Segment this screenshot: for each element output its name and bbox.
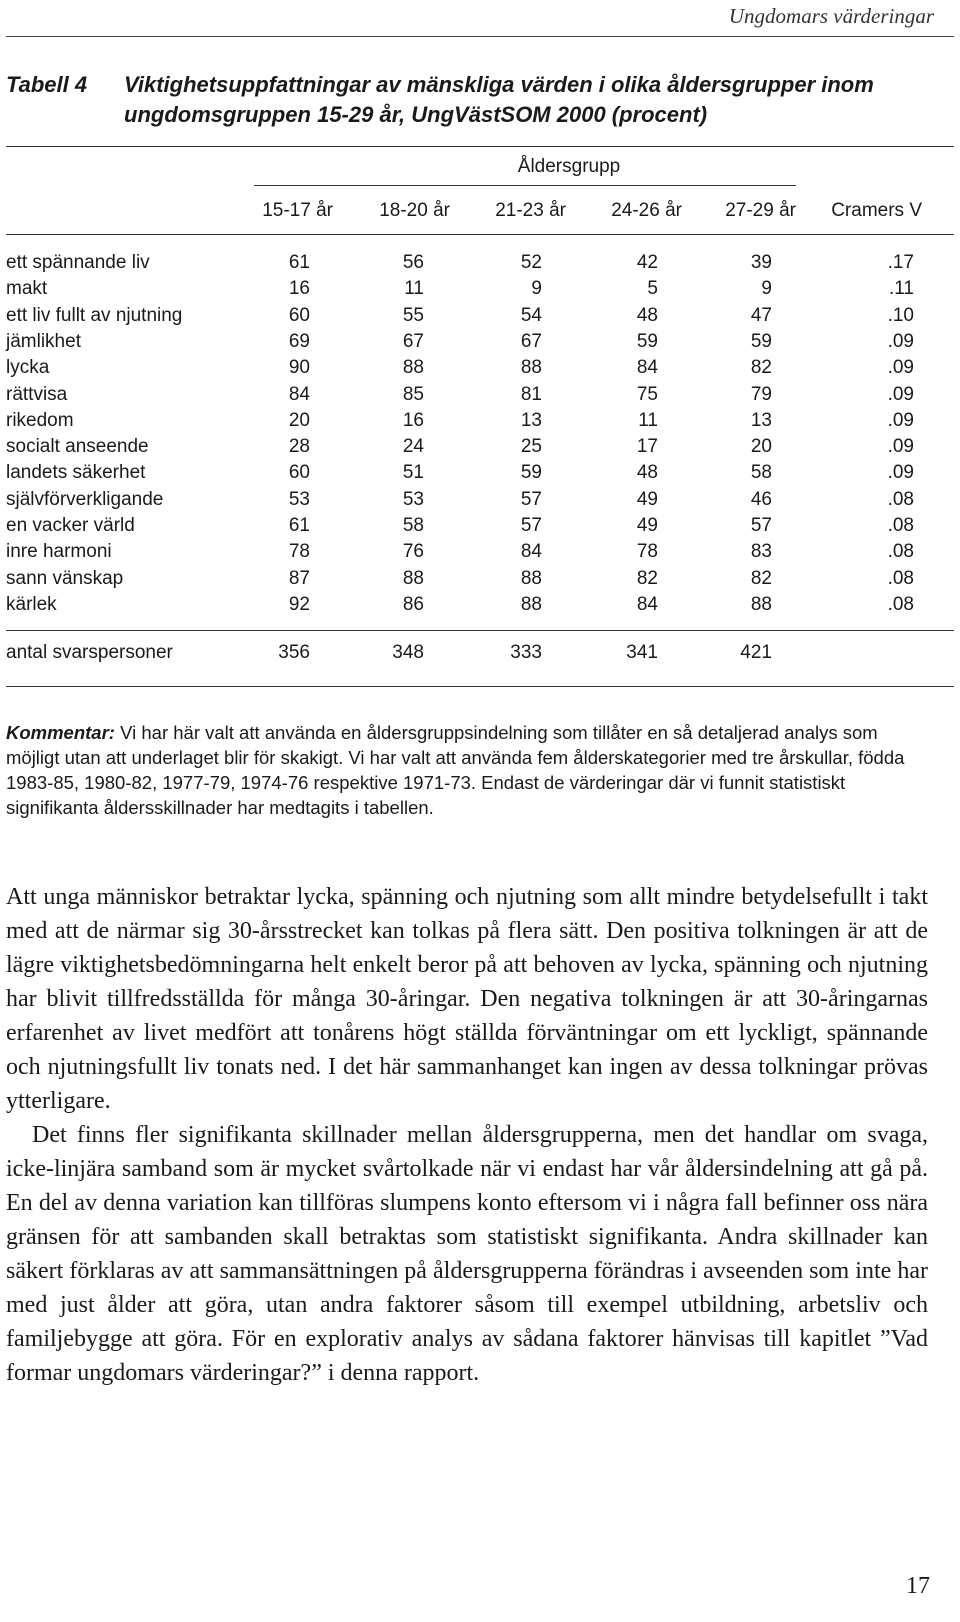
table-cell: 88 <box>520 567 542 589</box>
table-cell: 82 <box>750 357 772 379</box>
column-header: 18-20 år <box>379 200 450 221</box>
table-cell: 67 <box>402 330 424 352</box>
total-row <box>0 642 960 668</box>
table-cell: 348 <box>392 642 424 663</box>
table-cell: .08 <box>887 593 914 615</box>
table-bottom-rule <box>6 686 954 687</box>
table-cell: 85 <box>402 383 424 405</box>
table-row <box>0 384 960 410</box>
table-cell: 13 <box>520 409 542 431</box>
row-label: rikedom <box>6 409 74 431</box>
table-cell: 54 <box>520 304 542 326</box>
table-cell: 67 <box>520 330 542 352</box>
row-label: landets säkerhet <box>6 462 146 484</box>
table-cell: 9 <box>531 278 542 300</box>
table-cell: .08 <box>887 488 914 510</box>
row-label: självförverkligande <box>6 488 164 510</box>
page-number: 17 <box>906 1573 930 1599</box>
table-cell: .09 <box>887 462 914 484</box>
table-cell: 39 <box>750 252 772 273</box>
table-cell: 333 <box>510 642 542 663</box>
table-top-rule <box>6 146 954 147</box>
table-row <box>0 410 960 436</box>
column-header: 21-23 år <box>495 200 566 221</box>
table-cell: 60 <box>288 462 310 484</box>
table-cell: .08 <box>887 515 914 536</box>
table-label: Tabell 4 <box>6 72 88 97</box>
table-cell: 5 <box>647 278 658 300</box>
table-cell: 78 <box>636 541 658 563</box>
body-text <box>6 880 928 1390</box>
table-cell: 341 <box>626 642 658 663</box>
table-cell: 58 <box>750 462 772 484</box>
table-row <box>0 436 960 462</box>
table-cell: 24 <box>402 436 424 458</box>
table-cell: 88 <box>520 593 542 615</box>
table-cell: 48 <box>636 304 658 326</box>
column-header: 15-17 år <box>262 200 333 221</box>
column-header: Cramers V <box>831 200 922 221</box>
row-label: inre harmoni <box>6 541 112 563</box>
table-cell: .08 <box>887 567 914 589</box>
paragraph: Att unga människor betraktar lycka, spänning och njutning som allt mindre betydelsefullt i takt med att de närmar sig 30-årsstrecket kan tolkas på flera sätt. Den positiva tolkningen är att de lägre viktighetsbedömningarna helt enkelt beror på att behoven av lycka, spänning och njutning har blivit tillfredsställda för många 30-åringar. Den negativa tolkningen är att 30-åringarnas erfarenhet av livet medfört att tonårens högt ställda förväntningar om ett lyckligt, spännande och njutningsfullt liv tonats ned. I det här sammanhanget kan ingen av dessa tolkningar prövas ytterligare. <box>6 884 928 1114</box>
table-cell: .08 <box>887 541 914 563</box>
table-cell: 61 <box>288 252 310 273</box>
row-label: en vacker värld <box>6 515 135 536</box>
table-cell: 57 <box>520 515 542 536</box>
table-cell: 84 <box>636 357 658 379</box>
table-cell: 57 <box>750 515 772 536</box>
table-title: Viktighetsuppfattningar av mänskliga värden i olika åldersgrupper inom ungdomsgruppen 15-29 år, UngVästSOM 2000 (procent) <box>124 72 874 127</box>
table-cell: 49 <box>636 488 658 510</box>
table-cell: .09 <box>887 436 914 458</box>
table-cell: 76 <box>402 541 424 563</box>
table-cell: 48 <box>636 462 658 484</box>
table-cell: .09 <box>887 357 914 379</box>
table-cell: 90 <box>288 357 310 379</box>
table-cell: 78 <box>288 541 310 563</box>
table-row <box>0 278 960 304</box>
column-header: 24-26 år <box>611 200 682 221</box>
table-row <box>0 305 960 331</box>
table-cell: 88 <box>750 593 772 615</box>
table-cell: 46 <box>750 488 772 510</box>
column-header: 27-29 år <box>725 200 796 221</box>
row-label: lycka <box>6 357 50 379</box>
table-cell: 88 <box>402 567 424 589</box>
row-label: antal svarspersoner <box>6 642 173 663</box>
row-label: ett spännande liv <box>6 252 150 273</box>
table-cell: 87 <box>288 567 310 589</box>
table-cell: 20 <box>288 409 310 431</box>
table-cell: .09 <box>887 409 914 431</box>
table-row <box>0 594 960 620</box>
table-cell: 51 <box>402 462 424 484</box>
row-label: makt <box>6 278 48 300</box>
table-cell: 81 <box>520 383 542 405</box>
group-header: Åldersgrupp <box>517 156 621 177</box>
table-cell: 61 <box>288 515 310 536</box>
table-cell: .11 <box>888 278 914 300</box>
row-label: ett liv fullt av njutning <box>6 304 183 326</box>
header-rule <box>6 36 954 37</box>
table-cell: 57 <box>520 488 542 510</box>
table-cell: .17 <box>887 252 914 273</box>
table-cell: 28 <box>288 436 310 458</box>
table-cell: 88 <box>402 357 424 379</box>
total-top-rule <box>6 630 954 631</box>
comment-text: Vi har här valt att använda en åldersgruppsindelning som tillåter en så detaljerad analys som möjligt utan att underlaget blir för skakigt. Vi har valt att använda fem ålderskategorier med tre årskullar, födda 1983-85, 1980-82, 1977-79, 1974-76 respektive 1971-73. Endast de värderingar där vi funnit statistiskt signifikanta åldersskillnader har medtagits i tabellen. <box>6 722 905 818</box>
table-cell: 16 <box>402 409 424 431</box>
table-row <box>0 357 960 383</box>
table-row <box>0 541 960 567</box>
table-cell: 13 <box>750 409 772 431</box>
table-cell: 83 <box>750 541 772 563</box>
table-cell: 86 <box>402 593 424 615</box>
table-cell: 356 <box>278 642 310 663</box>
group-header-rule <box>254 185 796 186</box>
row-label: jämlikhet <box>6 330 81 352</box>
row-label: rättvisa <box>6 383 68 405</box>
table-cell: 20 <box>750 436 772 458</box>
table-row <box>0 252 960 278</box>
table-cell: 92 <box>288 593 310 615</box>
table-row <box>0 331 960 357</box>
table-cell: 69 <box>288 330 310 352</box>
table-cell: 49 <box>636 515 658 536</box>
table-cell: 55 <box>402 304 424 326</box>
table-cell: 84 <box>288 383 310 405</box>
table-cell: 58 <box>402 515 424 536</box>
table-row <box>0 568 960 594</box>
table-row <box>0 489 960 515</box>
table-cell: 25 <box>520 436 542 458</box>
table-cell: .09 <box>887 330 914 352</box>
table-cell: 59 <box>750 330 772 352</box>
row-label: kärlek <box>6 593 57 615</box>
table-cell: 75 <box>636 383 658 405</box>
table-cell: 79 <box>750 383 772 405</box>
table-cell: 82 <box>750 567 772 589</box>
table-row <box>0 515 960 541</box>
table-cell: 88 <box>520 357 542 379</box>
row-label: socialt anseende <box>6 436 149 458</box>
table-cell: 59 <box>636 330 658 352</box>
table-cell: .09 <box>887 383 914 405</box>
table-row <box>0 462 960 488</box>
table-cell: 42 <box>636 252 658 273</box>
table-cell: 84 <box>636 593 658 615</box>
table-cell: .10 <box>887 304 914 326</box>
row-label: sann vänskap <box>6 567 124 589</box>
table-cell: 82 <box>636 567 658 589</box>
table-cell: 60 <box>288 304 310 326</box>
table-cell: 11 <box>638 409 658 431</box>
table-cell: 53 <box>288 488 310 510</box>
table-comment <box>6 720 936 820</box>
paragraph: Det finns fler signifikanta skillnader mellan åldersgrupperna, men det handlar om svaga, icke-linjära samband som är mycket svårtolkade när vi endast har vår åldersindelning att gå på. En del av denna variation kan tillföras slumpens konto eftersom vi i några fall befinner oss nära gränsen för att sambanden skall betraktas som statistiskt signifikanta. Andra skillnader kan säkert förklaras av att sammansättningen på åldersgrupperna förändras i avseenden som inte har med just ålder att göra, utan andra faktorer såsom till exempel utbildning, arbetsliv och familjebygge att göra. För en explorativ analys av sådana faktorer hänvisas till kapitlet ”Vad formar ungdomars värderingar?” i denna rapport. <box>6 1122 928 1386</box>
comment-label: Kommentar: <box>6 722 115 743</box>
table-cell: 56 <box>402 252 424 273</box>
table-cell: 52 <box>520 252 542 273</box>
table-cell: 16 <box>288 278 310 300</box>
table-cell: 53 <box>402 488 424 510</box>
table-cell: 59 <box>520 462 542 484</box>
table-cell: 47 <box>750 304 772 326</box>
table-cell: 17 <box>636 436 658 458</box>
table-cell: 9 <box>761 278 772 300</box>
table-cell: 84 <box>520 541 542 563</box>
table-cell: 421 <box>740 642 772 663</box>
header-bottom-rule <box>6 234 954 235</box>
table-cell: 11 <box>404 278 424 300</box>
running-head: Ungdomars värderingar <box>728 4 934 28</box>
